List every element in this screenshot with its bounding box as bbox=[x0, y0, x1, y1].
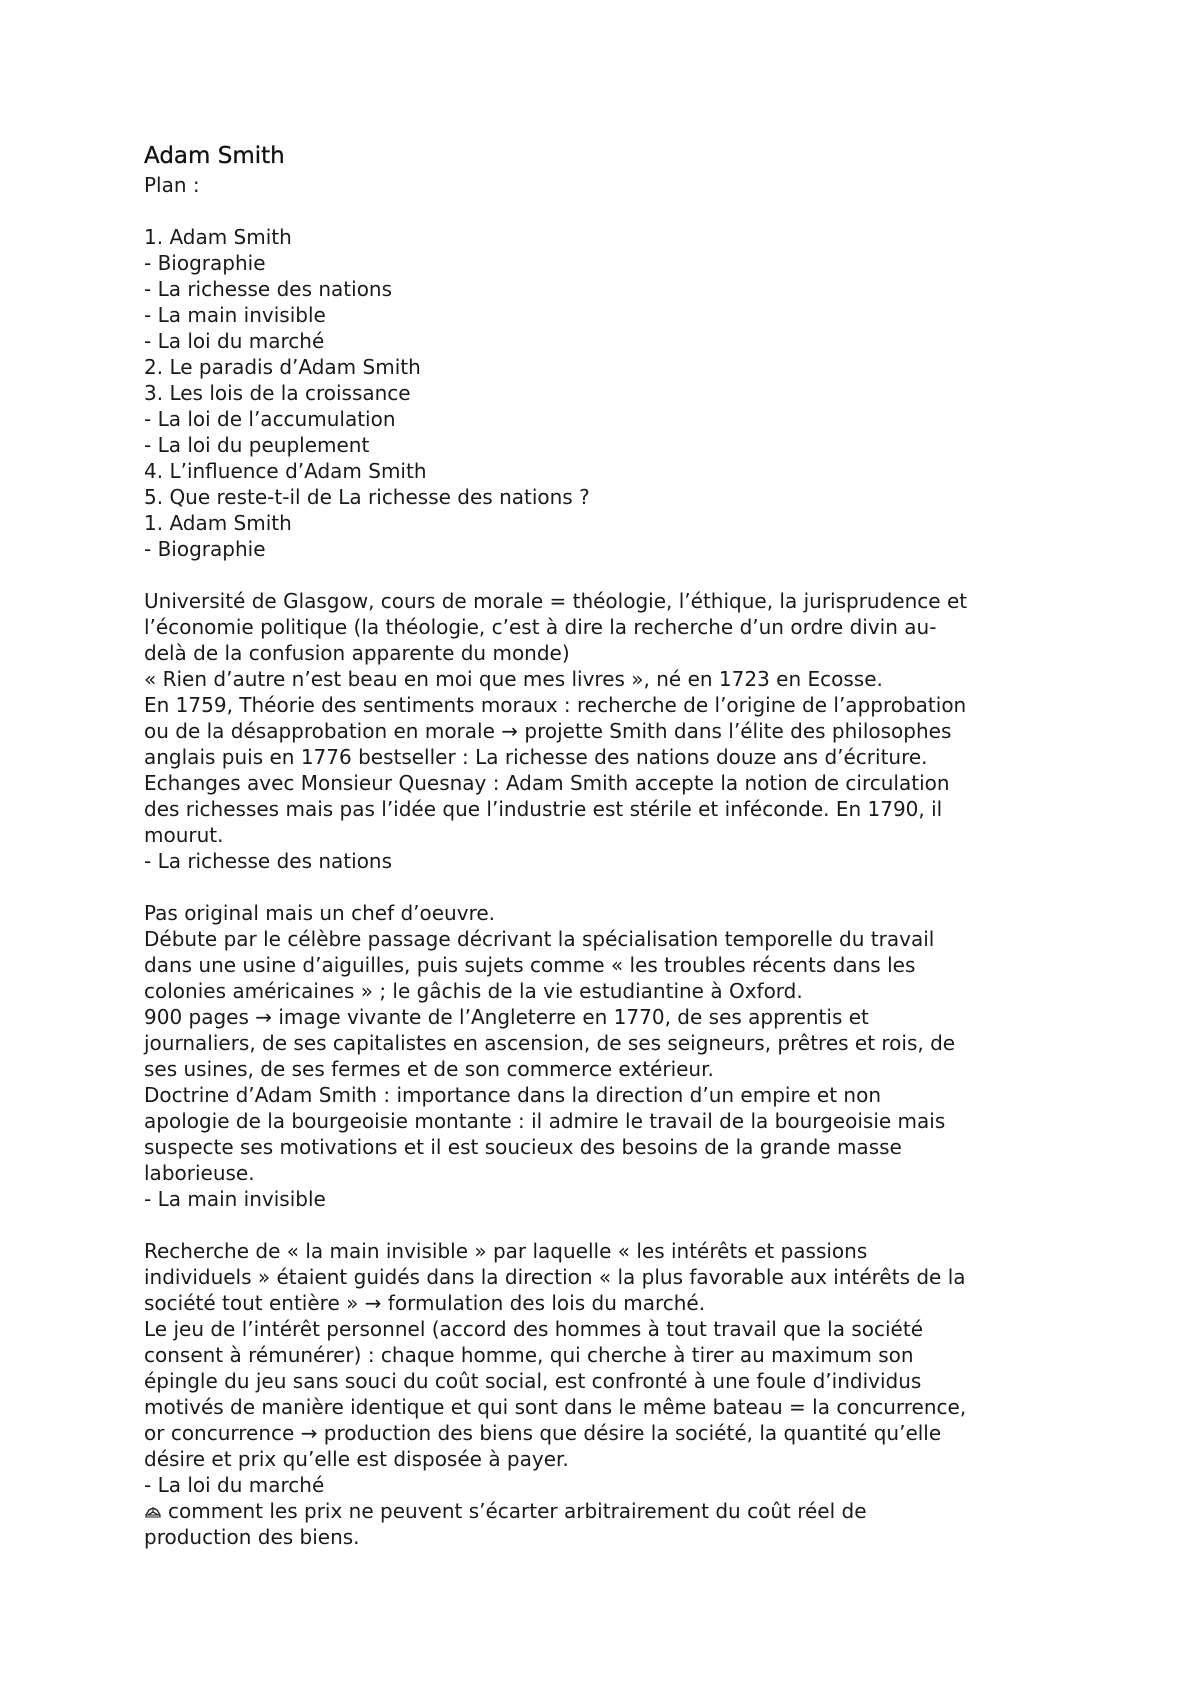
body-line: - Biographie bbox=[144, 251, 266, 275]
body-line: anglais puis en 1776 bestseller : La richesse des nations douze ans d’écriture. bbox=[144, 745, 928, 769]
body-line: ses usines, de ses fermes et de son commerce extérieur. bbox=[144, 1057, 714, 1081]
document-page bbox=[144, 140, 1084, 1550]
body-line: - La main invisible bbox=[144, 1187, 326, 1211]
body-line: désire et prix qu’elle est disposée à payer. bbox=[144, 1447, 569, 1471]
body-line: - La loi du peuplement bbox=[144, 433, 370, 457]
blank-line bbox=[144, 198, 1084, 224]
body-line: - La main invisible bbox=[144, 303, 326, 327]
body-line: 3. Les lois de la croissance bbox=[144, 381, 411, 405]
document-body bbox=[144, 172, 1084, 1498]
body-line: Débute par le célèbre passage décrivant la spécialisation temporelle du travail bbox=[144, 927, 935, 951]
body-line: or concurrence → production des biens que désire la société, la quantité qu’elle bbox=[144, 1421, 942, 1445]
body-line: Université de Glasgow, cours de morale = théologie, l’éthique, la jurisprudence et bbox=[144, 589, 968, 613]
blank-line bbox=[144, 562, 1084, 588]
body-line: mourut. bbox=[144, 823, 224, 847]
body-line: Recherche de « la main invisible » par laquelle « les intérêts et passions bbox=[144, 1239, 868, 1263]
body-line: - La loi du marché bbox=[144, 329, 325, 353]
body-line: delà de la confusion apparente du monde) bbox=[144, 641, 570, 665]
body-line: 2. Le paradis d’Adam Smith bbox=[144, 355, 421, 379]
hands-icon bbox=[144, 1502, 162, 1520]
body-line: En 1759, Théorie des sentiments moraux : recherche de l’origine de l’approbation bbox=[144, 693, 967, 717]
body-line: Plan : bbox=[144, 173, 200, 197]
blank-line bbox=[144, 874, 1084, 900]
body-line: apologie de la bourgeoisie montante : il admire le travail de la bourgeoisie mais bbox=[144, 1109, 946, 1133]
body-line: - La loi du marché bbox=[144, 1473, 325, 1497]
body-line: suspecte ses motivations et il est soucieux des besoins de la grande masse bbox=[144, 1135, 902, 1159]
body-line: société tout entière » → formulation des lois du marché. bbox=[144, 1291, 706, 1315]
body-line: des richesses mais pas l’idée que l’industrie est stérile et inféconde. En 1790, il bbox=[144, 797, 943, 821]
body-line: - La richesse des nations bbox=[144, 849, 393, 873]
body-line: - La loi de l’accumulation bbox=[144, 407, 396, 431]
body-line: laborieuse. bbox=[144, 1161, 255, 1185]
body-line: Echanges avec Monsieur Quesnay : Adam Smith accepte la notion de circulation bbox=[144, 771, 950, 795]
body-line: épingle du jeu sans souci du coût social, est confronté à une foule d’individus bbox=[144, 1369, 922, 1393]
body-line: ou de la désapprobation en morale → projette Smith dans l’élite des philosophes bbox=[144, 719, 952, 743]
body-line: Doctrine d’Adam Smith : importance dans la direction d’un empire et non bbox=[144, 1083, 882, 1107]
body-line: 1. Adam Smith bbox=[144, 225, 292, 249]
body-line: individuels » étaient guidés dans la direction « la plus favorable aux intérêts de la bbox=[144, 1265, 966, 1289]
body-line: journaliers, de ses capitalistes en ascension, de ses seigneurs, prêtres et rois, de bbox=[144, 1031, 956, 1055]
body-line: l’économie politique (la théologie, c’est à dire la recherche d’un ordre divin au- bbox=[144, 615, 937, 639]
body-line: motivés de manière identique et qui sont dans le même bateau = la concurrence, bbox=[144, 1395, 967, 1419]
body-line: consent à rémunérer) : chaque homme, qui cherche à tirer au maximum son bbox=[144, 1343, 914, 1367]
body-line-last: production des biens. bbox=[144, 1525, 360, 1549]
body-line: 4. L’influence d’Adam Smith bbox=[144, 459, 427, 483]
body-line: - La richesse des nations bbox=[144, 277, 393, 301]
body-line-icon bbox=[144, 1498, 1084, 1524]
body-line: 5. Que reste-t-il de La richesse des nations ? bbox=[144, 485, 590, 509]
body-line: Le jeu de l’intérêt personnel (accord des hommes à tout travail que la société bbox=[144, 1317, 923, 1341]
body-line: 900 pages → image vivante de l’Angleterre en 1770, de ses apprentis et bbox=[144, 1005, 869, 1029]
body-line: Pas original mais un chef d’oeuvre. bbox=[144, 901, 496, 925]
body-line: dans une usine d’aiguilles, puis sujets comme « les troubles récents dans les bbox=[144, 953, 916, 977]
document-title: Adam Smith bbox=[144, 143, 285, 169]
blank-line bbox=[144, 1212, 1084, 1238]
body-line: colonies américaines » ; le gâchis de la vie estudiantine à Oxford. bbox=[144, 979, 803, 1003]
body-line: « Rien d’autre n’est beau en moi que mes livres », né en 1723 en Ecosse. bbox=[144, 667, 883, 691]
icon-line-text: comment les prix ne peuvent s’écarter arbitrairement du coût réel de bbox=[168, 1499, 867, 1523]
body-line: 1. Adam Smith bbox=[144, 511, 292, 535]
body-line: - Biographie bbox=[144, 537, 266, 561]
